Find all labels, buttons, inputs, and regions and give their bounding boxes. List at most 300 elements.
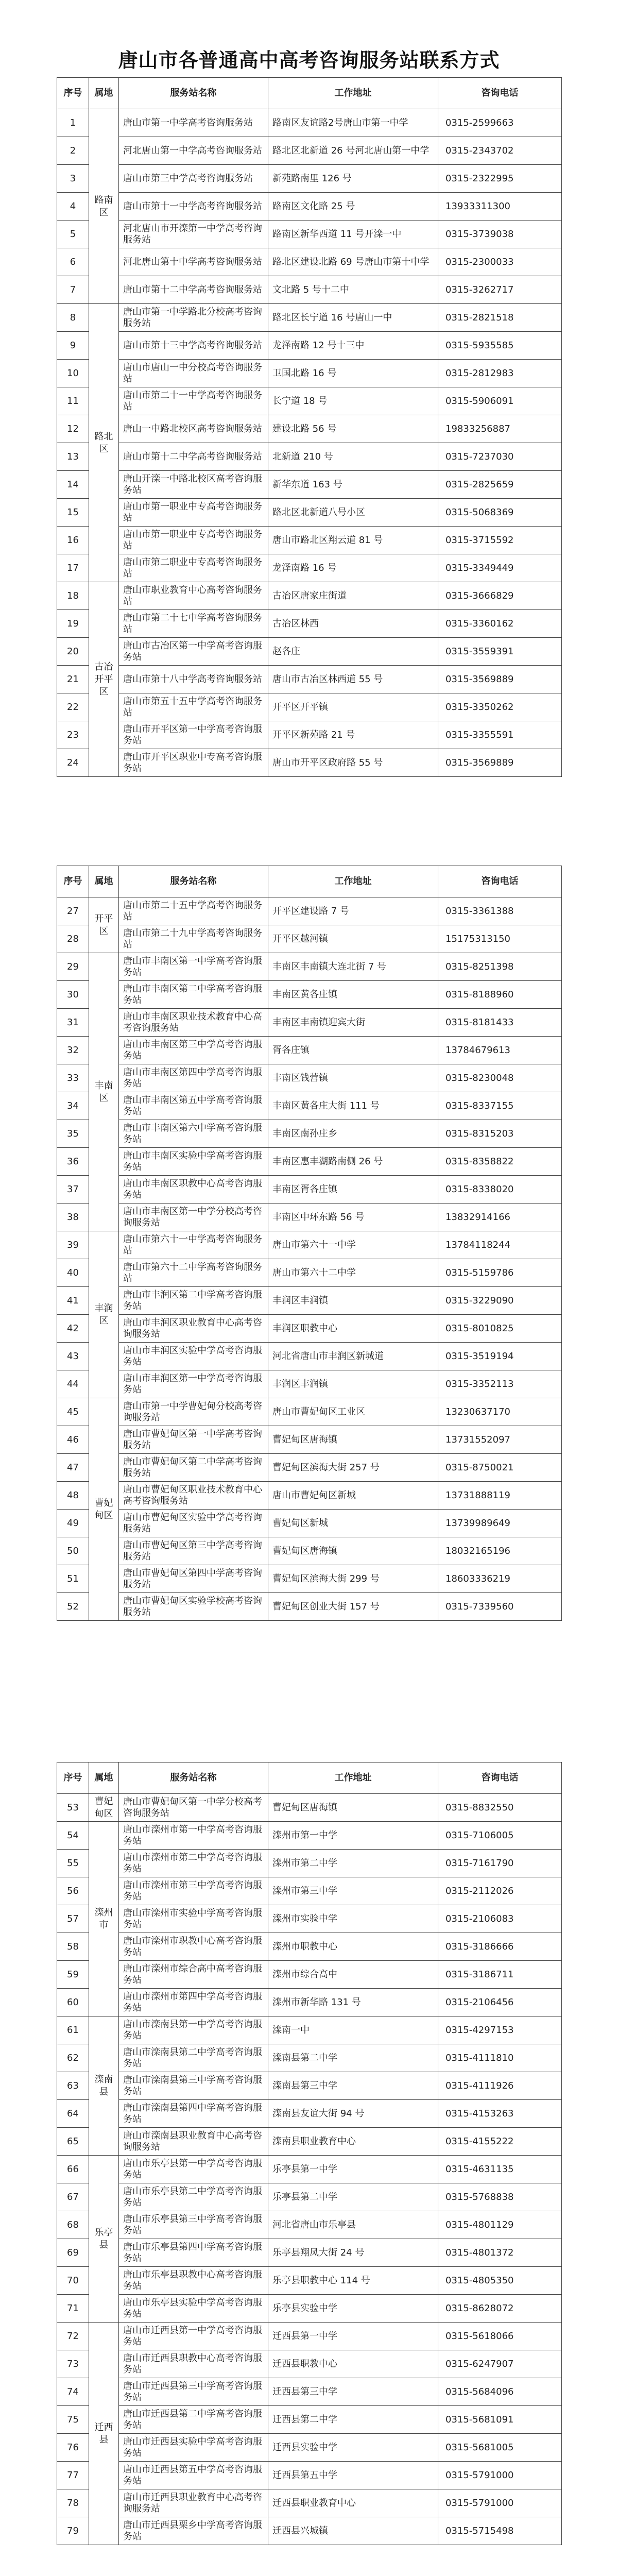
table-row [57,638,562,666]
table-row [57,1794,562,1822]
station-name: 唐山市第二十一中学高考咨询服务站 [119,387,268,415]
phone-number: 0315-3186666 [438,1933,562,1961]
work-address: 丰润区丰润镇 [268,1370,438,1398]
table-header-row [57,866,562,897]
table-row [57,981,562,1009]
table-row [57,1009,562,1037]
row-number: 48 [57,1482,89,1510]
work-address: 迁西县职教中心 [268,2350,438,2378]
phone-number: 0315-4801372 [438,2239,562,2267]
station-name: 唐山市丰南区第一中学高考咨询服务站 [119,953,268,981]
contact-table [57,866,562,1621]
work-address: 路南区新华西道 11 号开滦一中 [268,221,438,248]
station-name: 唐山一中路北校区高考咨询服务站 [119,415,268,443]
phone-number: 0315-3559391 [438,638,562,666]
station-name: 唐山市第十八中学高考咨询服务站 [119,666,268,693]
work-address: 胥各庄镇 [268,1037,438,1064]
station-name: 唐山市第一中学高考咨询服务站 [119,109,268,137]
work-address: 滦州市新华路 131 号 [268,1989,438,2016]
table-row [57,666,562,693]
phone-number: 0315-3360162 [438,610,562,638]
work-address: 唐山市第六十一中学 [268,1231,438,1259]
work-address: 丰南区黄各庄镇 [268,981,438,1009]
row-number: 78 [57,2489,89,2517]
header-district: 属地 [89,1762,119,1794]
station-name: 唐山市丰南区职教中心高考咨询服务站 [119,1176,268,1204]
table-row [57,721,562,749]
table-row [57,2434,562,2462]
table-row [57,2406,562,2434]
row-number: 73 [57,2350,89,2378]
work-address: 路北区北新道 26 号河北唐山第一中学 [268,137,438,165]
table-row [57,471,562,499]
district-cell: 开平区 [89,897,119,953]
table-row [57,2378,562,2406]
row-number: 33 [57,1064,89,1092]
station-name: 河北唐山第一中学高考咨询服务站 [119,137,268,165]
station-name: 唐山市古冶区第一中学高考咨询服务站 [119,638,268,666]
station-name: 唐山市曹妃甸区第一中学分校高考咨询服务站 [119,1794,268,1822]
row-number: 18 [57,582,89,610]
phone-number: 13731552097 [438,1426,562,1454]
station-name: 唐山市迁西县第五中学高考咨询服务站 [119,2462,268,2489]
row-number: 16 [57,527,89,554]
phone-number: 0315-8188960 [438,981,562,1009]
station-name: 唐山市第二十九中学高考咨询服务站 [119,925,268,953]
phone-number: 13832914166 [438,1204,562,1231]
phone-number: 15175313150 [438,925,562,953]
phone-number: 0315-3519194 [438,1343,562,1370]
row-number: 3 [57,165,89,193]
work-address: 迁西县实验中学 [268,2434,438,2462]
row-number: 52 [57,1593,89,1621]
district-cell: 曹妃甸区 [89,1398,119,1621]
table-page-3 [57,1762,561,2545]
phone-number: 0315-4805350 [438,2267,562,2295]
row-number: 36 [57,1148,89,1176]
table-row [57,1961,562,1989]
phone-number: 0315-8750021 [438,1454,562,1482]
phone-number: 0315-5681091 [438,2406,562,2434]
phone-number: 0315-3715592 [438,527,562,554]
table-row [57,1231,562,1259]
table-row [57,1370,562,1398]
work-address: 唐山市古冶区林西道 55 号 [268,666,438,693]
table-row [57,1454,562,1482]
row-number: 71 [57,2295,89,2323]
phone-number: 0315-8628072 [438,2295,562,2323]
phone-number: 0315-2599663 [438,109,562,137]
phone-number: 13784679613 [438,1037,562,1064]
station-name: 唐山市开平区职业中专高考咨询服务站 [119,749,268,777]
header-address: 工作地址 [268,866,438,897]
work-address: 路北区北新道八号小区 [268,499,438,527]
table-row [57,1482,562,1510]
phone-number: 0315-8337155 [438,1092,562,1120]
station-name: 唐山市滦州市第三中学高考咨询服务站 [119,1877,268,1905]
phone-number: 13933311300 [438,193,562,221]
phone-number: 0315-2300033 [438,248,562,276]
table-row [57,1037,562,1064]
row-number: 74 [57,2378,89,2406]
work-address: 乐亭县第二中学 [268,2183,438,2211]
work-address: 曹妃甸区唐海镇 [268,1426,438,1454]
phone-number: 0315-6247907 [438,2350,562,2378]
phone-number: 0315-4155222 [438,2128,562,2156]
table-row [57,1315,562,1343]
table-row [57,2350,562,2378]
table-row [57,2128,562,2156]
work-address: 滦州市职教中心 [268,1933,438,1961]
station-name: 唐山市曹妃甸区第四中学高考咨询服务站 [119,1565,268,1593]
header-phone: 咨询电话 [438,1762,562,1794]
station-name: 唐山市滦南县职业教育中心高考咨询服务站 [119,2128,268,2156]
row-number: 6 [57,248,89,276]
row-number: 17 [57,554,89,582]
work-address: 乐亭县实验中学 [268,2295,438,2323]
work-address: 迁西县第一中学 [268,2323,438,2350]
work-address: 滦南一中 [268,2016,438,2044]
row-number: 14 [57,471,89,499]
work-address: 开平区建设路 7 号 [268,897,438,925]
table-row [57,554,562,582]
row-number: 75 [57,2406,89,2434]
table-row [57,2323,562,2350]
work-address: 卫国北路 16 号 [268,360,438,387]
table-row [57,2517,562,2545]
work-address: 曹妃甸区唐海镇 [268,1794,438,1822]
work-address: 迁西县职业教育中心 [268,2489,438,2517]
table-row [57,332,562,360]
station-name: 唐山市第五十五中学高考咨询服务站 [119,693,268,721]
row-number: 12 [57,415,89,443]
table-row [57,897,562,925]
table-row [57,527,562,554]
table-row [57,1933,562,1961]
station-name: 唐山市乐亭县第一中学高考咨询服务站 [119,2156,268,2183]
station-name: 唐山市第一中学曹妃甸分校高考咨询服务站 [119,1398,268,1426]
work-address: 乐亭县职教中心 114 号 [268,2267,438,2295]
work-address: 河北省唐山市乐亭县 [268,2211,438,2239]
table-row [57,1287,562,1315]
district-cell: 滦南县 [89,2016,119,2156]
phone-number: 0315-3349449 [438,554,562,582]
phone-number: 0315-8251398 [438,953,562,981]
work-address: 曹妃甸区创业大街 157 号 [268,1593,438,1621]
contact-table [57,1762,562,2545]
phone-number: 0315-5681005 [438,2434,562,2462]
table-row [57,1850,562,1877]
station-name: 唐山市第六十二中学高考咨询服务站 [119,1259,268,1287]
row-number: 61 [57,2016,89,2044]
row-number: 24 [57,749,89,777]
row-number: 22 [57,693,89,721]
row-number: 49 [57,1510,89,1537]
table-row [57,276,562,304]
phone-number: 0315-4153263 [438,2100,562,2128]
phone-number: 0315-2106456 [438,1989,562,2016]
row-number: 8 [57,304,89,332]
station-name: 唐山市滦州市综合高中高考咨询服务站 [119,1961,268,1989]
table-row [57,415,562,443]
row-number: 47 [57,1454,89,1482]
table-row [57,1822,562,1850]
station-name: 唐山市丰润区实验中学高考咨询服务站 [119,1343,268,1370]
row-number: 50 [57,1537,89,1565]
row-number: 68 [57,2211,89,2239]
station-name: 唐山市第一职业中专高考咨询服务站 [119,527,268,554]
header-phone: 咨询电话 [438,866,562,897]
row-number: 30 [57,981,89,1009]
table-row [57,1905,562,1933]
header-seq: 序号 [57,1762,89,1794]
station-name: 唐山市滦州市第四中学高考咨询服务站 [119,1989,268,2016]
table-row [57,610,562,638]
row-number: 59 [57,1961,89,1989]
table-row [57,582,562,610]
table-row [57,1877,562,1905]
row-number: 28 [57,925,89,953]
table-row [57,749,562,777]
row-number: 11 [57,387,89,415]
header-district: 属地 [89,866,119,897]
row-number: 41 [57,1287,89,1315]
station-name: 唐山市乐亭县实验中学高考咨询服务站 [119,2295,268,2323]
table-row [57,925,562,953]
header-name: 服务站名称 [119,1762,268,1794]
table-row [57,1064,562,1092]
row-number: 76 [57,2434,89,2462]
row-number: 55 [57,1850,89,1877]
work-address: 丰南区丰南镇迎宾大街 [268,1009,438,1037]
table-row [57,499,562,527]
work-address: 新苑路南里 126 号 [268,165,438,193]
row-number: 57 [57,1905,89,1933]
phone-number: 0315-3186711 [438,1961,562,1989]
station-name: 唐山市曹妃甸区第一中学高考咨询服务站 [119,1426,268,1454]
table-row [57,2016,562,2044]
page-title: 唐山市各普通高中高考咨询服务站联系方式 [118,48,500,72]
phone-number: 13731888119 [438,1482,562,1510]
work-address: 迁西县第三中学 [268,2378,438,2406]
table-row [57,1593,562,1621]
station-name: 唐山市迁西县第三中学高考咨询服务站 [119,2378,268,2406]
station-name: 河北唐山市开滦第一中学高考咨询服务站 [119,221,268,248]
table-row [57,304,562,332]
row-number: 23 [57,721,89,749]
district-cell: 曹妃甸区 [89,1794,119,1822]
row-number: 35 [57,1120,89,1148]
work-address: 龙泽南路 12 号十三中 [268,332,438,360]
station-name: 唐山市曹妃甸区实验学校高考咨询服务站 [119,1593,268,1621]
table-row [57,193,562,221]
phone-number: 0315-7237030 [438,443,562,471]
phone-number: 0315-8230048 [438,1064,562,1092]
station-name: 河北唐山第十中学高考咨询服务站 [119,248,268,276]
row-number: 56 [57,1877,89,1905]
district-cell: 滦州市 [89,1822,119,2016]
phone-number: 0315-2322995 [438,165,562,193]
work-address: 路南区友谊路2号唐山市第一中学 [268,109,438,137]
table-page-1 [57,77,561,777]
phone-number: 0315-5935585 [438,332,562,360]
table-row [57,2267,562,2295]
row-number: 15 [57,499,89,527]
phone-number: 0315-5768838 [438,2183,562,2211]
row-number: 62 [57,2044,89,2072]
table-row [57,1176,562,1204]
work-address: 古冶区林西 [268,610,438,638]
row-number: 1 [57,109,89,137]
row-number: 20 [57,638,89,666]
station-name: 唐山市第三中学高考咨询服务站 [119,165,268,193]
table-row [57,2295,562,2323]
station-name: 唐山市第十一中学高考咨询服务站 [119,193,268,221]
station-name: 唐山市开平区第一中学高考咨询服务站 [119,721,268,749]
station-name: 唐山市迁西县职业教育中心高考咨询服务站 [119,2489,268,2517]
work-address: 龙泽南路 16 号 [268,554,438,582]
table-row [57,1989,562,2016]
work-address: 迁西县兴城镇 [268,2517,438,2545]
phone-number: 0315-5068369 [438,499,562,527]
work-address: 建设北路 56 号 [268,415,438,443]
row-number: 53 [57,1794,89,1822]
row-number: 44 [57,1370,89,1398]
work-address: 河北省唐山市丰润区新城道 [268,1343,438,1370]
phone-number: 0315-7339560 [438,1593,562,1621]
station-name: 唐山市乐亭县第三中学高考咨询服务站 [119,2211,268,2239]
header-name: 服务站名称 [119,866,268,897]
work-address: 唐山市第六十二中学 [268,1259,438,1287]
phone-number: 0315-3739038 [438,221,562,248]
station-name: 唐山市滦州市第一中学高考咨询服务站 [119,1822,268,1850]
header-name: 服务站名称 [119,78,268,109]
station-name: 唐山市迁西县第二中学高考咨询服务站 [119,2406,268,2434]
district-cell: 路北区 [89,304,119,582]
phone-number: 0315-3569889 [438,666,562,693]
table-row [57,2044,562,2072]
work-address: 丰南区丰南镇大连北街 7 号 [268,953,438,981]
work-address: 北新道 210 号 [268,443,438,471]
station-name: 唐山市曹妃甸区第三中学高考咨询服务站 [119,1537,268,1565]
work-address: 唐山市开平区政府路 55 号 [268,749,438,777]
station-name: 唐山市滦州市职教中心高考咨询服务站 [119,1933,268,1961]
work-address: 唐山市路北区翔云道 81 号 [268,527,438,554]
table-row [57,387,562,415]
table-row [57,360,562,387]
station-name: 唐山市第十二中学高考咨询服务站 [119,443,268,471]
district-cell: 路南区 [89,109,119,304]
row-number: 54 [57,1822,89,1850]
row-number: 77 [57,2462,89,2489]
station-name: 唐山市曹妃甸区职业技术教育中心高考咨询服务站 [119,1482,268,1510]
station-name: 唐山市丰南区第三中学高考咨询服务站 [119,1037,268,1064]
station-name: 唐山市第二十五中学高考咨询服务站 [119,897,268,925]
phone-number: 0315-4631135 [438,2156,562,2183]
phone-number: 0315-3666829 [438,582,562,610]
work-address: 丰南区胥各庄镇 [268,1176,438,1204]
work-address: 赵各庄 [268,638,438,666]
work-address: 长宁道 18 号 [268,387,438,415]
work-address: 乐亭县翔凤大街 24 号 [268,2239,438,2267]
table-row [57,1259,562,1287]
row-number: 7 [57,276,89,304]
row-number: 63 [57,2072,89,2100]
row-number: 70 [57,2267,89,2295]
phone-number: 0315-8315203 [438,1120,562,1148]
district-cell: 丰润区 [89,1231,119,1398]
work-address: 曹妃甸区新城 [268,1510,438,1537]
work-address: 滦州市综合高中 [268,1961,438,1989]
station-name: 唐山市丰润区第二中学高考咨询服务站 [119,1287,268,1315]
work-address: 滦州市第三中学 [268,1877,438,1905]
row-number: 72 [57,2323,89,2350]
table-row [57,1537,562,1565]
phone-number: 0315-2825659 [438,471,562,499]
work-address: 丰南区中环东路 56 号 [268,1204,438,1231]
station-name: 唐山市第一中学路北分校高考咨询服务站 [119,304,268,332]
table-row [57,1565,562,1593]
station-name: 唐山市滦南县第四中学高考咨询服务站 [119,2100,268,2128]
row-number: 31 [57,1009,89,1037]
station-name: 唐山市丰南区第一中学分校高考咨询服务站 [119,1204,268,1231]
phone-number: 19833256887 [438,415,562,443]
row-number: 40 [57,1259,89,1287]
table-row [57,1120,562,1148]
header-address: 工作地址 [268,1762,438,1794]
row-number: 29 [57,953,89,981]
phone-number: 0315-2343702 [438,137,562,165]
work-address: 丰南区南孙庄乡 [268,1120,438,1148]
work-address: 开平区越河镇 [268,925,438,953]
work-address: 路北区建设北路 69 号唐山市第十中学 [268,248,438,276]
work-address: 开平区新苑路 21 号 [268,721,438,749]
station-name: 唐山市滦州市第二中学高考咨询服务站 [119,1850,268,1877]
phone-number: 0315-8181433 [438,1009,562,1037]
phone-number: 0315-4801129 [438,2211,562,2239]
station-name: 唐山市滦南县第三中学高考咨询服务站 [119,2072,268,2100]
work-address: 滦州市第一中学 [268,1822,438,1850]
work-address: 新华东道 163 号 [268,471,438,499]
phone-number: 0315-5791000 [438,2489,562,2517]
station-name: 唐山市第二职业中专高考咨询服务站 [119,554,268,582]
station-name: 唐山市丰南区实验中学高考咨询服务站 [119,1148,268,1176]
table-row [57,165,562,193]
row-number: 13 [57,443,89,471]
header-address: 工作地址 [268,78,438,109]
station-name: 唐山市迁西县职教中心高考咨询服务站 [119,2350,268,2378]
station-name: 唐山开滦一中路北校区高考咨询服务站 [119,471,268,499]
phone-number: 13230637170 [438,1398,562,1426]
work-address: 滦州市实验中学 [268,1905,438,1933]
table-row [57,953,562,981]
station-name: 唐山市第十三中学高考咨询服务站 [119,332,268,360]
phone-number: 0315-3262717 [438,276,562,304]
table-row [57,221,562,248]
phone-number: 0315-2812983 [438,360,562,387]
station-name: 唐山市曹妃甸区实验中学高考咨询服务站 [119,1510,268,1537]
district-cell: 丰南区 [89,953,119,1231]
phone-number: 0315-3569889 [438,749,562,777]
row-number: 66 [57,2156,89,2183]
work-address: 滦南县友谊大街 94 号 [268,2100,438,2128]
phone-number: 0315-2821518 [438,304,562,332]
row-number: 39 [57,1231,89,1259]
work-address: 曹妃甸区滨海大街 299 号 [268,1565,438,1593]
row-number: 5 [57,221,89,248]
work-address: 滦州市第二中学 [268,1850,438,1877]
row-number: 21 [57,666,89,693]
